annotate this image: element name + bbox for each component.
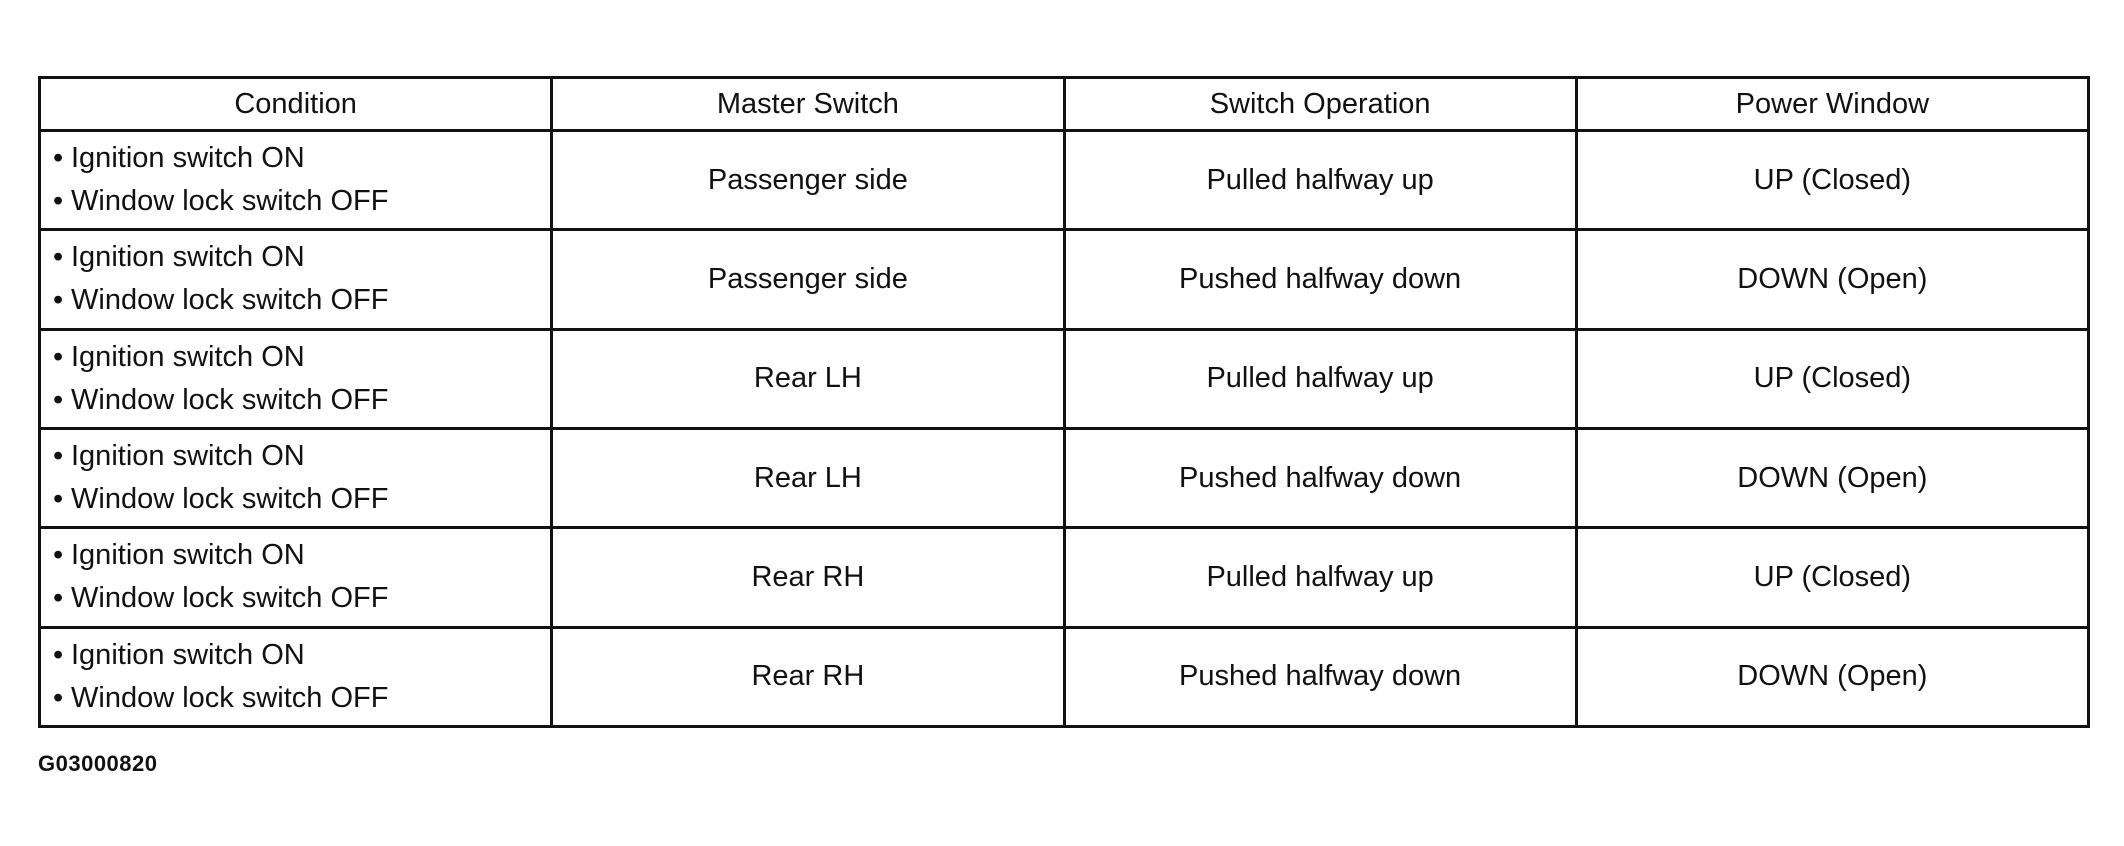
table-row bbox=[40, 131, 2089, 230]
master-switch-cell: Rear RH bbox=[552, 627, 1064, 726]
power-window-cell: DOWN (Open) bbox=[1576, 230, 2088, 329]
master-switch-cell: Rear LH bbox=[552, 428, 1064, 527]
condition-line bbox=[53, 336, 540, 379]
power-window-cell: UP (Closed) bbox=[1576, 329, 2088, 428]
header-power-window: Power Window bbox=[1576, 78, 2088, 131]
table-row bbox=[40, 627, 2089, 726]
condition-line bbox=[53, 577, 540, 620]
condition-line bbox=[53, 534, 540, 577]
bullet-icon: • bbox=[53, 483, 64, 516]
table-row bbox=[40, 428, 2089, 527]
master-switch-cell: Passenger side bbox=[552, 131, 1064, 230]
condition-text: Window lock switch OFF bbox=[71, 681, 389, 714]
bullet-icon: • bbox=[53, 284, 64, 317]
condition-text: Ignition switch ON bbox=[71, 539, 305, 572]
bullet-icon: • bbox=[53, 383, 64, 416]
header-switch-operation: Switch Operation bbox=[1064, 78, 1576, 131]
master-switch-cell: Rear RH bbox=[552, 528, 1064, 627]
master-switch-cell: Rear LH bbox=[552, 329, 1064, 428]
condition-cell bbox=[40, 627, 552, 726]
bullet-icon: • bbox=[53, 539, 64, 572]
table-row bbox=[40, 230, 2089, 329]
condition-text: Window lock switch OFF bbox=[71, 284, 389, 317]
bullet-icon: • bbox=[53, 440, 64, 473]
condition-cell bbox=[40, 428, 552, 527]
table-body bbox=[40, 131, 2089, 727]
table-header-row bbox=[40, 78, 2089, 131]
power-window-cell: DOWN (Open) bbox=[1576, 428, 2088, 527]
condition-line bbox=[53, 634, 540, 677]
power-window-cell: UP (Closed) bbox=[1576, 528, 2088, 627]
bullet-icon: • bbox=[53, 241, 64, 274]
condition-text: Ignition switch ON bbox=[71, 142, 305, 175]
bullet-icon: • bbox=[53, 638, 64, 671]
condition-line bbox=[53, 677, 540, 720]
header-master-switch: Master Switch bbox=[552, 78, 1064, 131]
switch-operation-cell: Pushed halfway down bbox=[1064, 428, 1576, 527]
condition-text: Window lock switch OFF bbox=[71, 185, 389, 218]
condition-text: Ignition switch ON bbox=[71, 340, 305, 373]
master-switch-cell: Passenger side bbox=[552, 230, 1064, 329]
switch-operation-cell: Pushed halfway down bbox=[1064, 230, 1576, 329]
condition-line bbox=[53, 435, 540, 478]
header-condition: Condition bbox=[40, 78, 552, 131]
condition-line bbox=[53, 180, 540, 223]
condition-text: Ignition switch ON bbox=[71, 638, 305, 671]
power-window-operation-table bbox=[38, 76, 2090, 728]
condition-text: Window lock switch OFF bbox=[71, 383, 389, 416]
condition-line bbox=[53, 236, 540, 279]
condition-line bbox=[53, 478, 540, 521]
condition-text: Window lock switch OFF bbox=[71, 483, 389, 516]
bullet-icon: • bbox=[53, 681, 64, 714]
switch-operation-cell: Pulled halfway up bbox=[1064, 329, 1576, 428]
bullet-icon: • bbox=[53, 185, 64, 218]
switch-operation-cell: Pulled halfway up bbox=[1064, 528, 1576, 627]
bullet-icon: • bbox=[53, 582, 64, 615]
figure-id: G03000820 bbox=[38, 751, 158, 776]
table-row bbox=[40, 528, 2089, 627]
switch-operation-cell: Pushed halfway down bbox=[1064, 627, 1576, 726]
condition-cell bbox=[40, 131, 552, 230]
condition-line bbox=[53, 379, 540, 422]
power-window-cell: DOWN (Open) bbox=[1576, 627, 2088, 726]
bullet-icon: • bbox=[53, 142, 64, 175]
condition-text: Window lock switch OFF bbox=[71, 582, 389, 615]
power-window-cell: UP (Closed) bbox=[1576, 131, 2088, 230]
condition-cell bbox=[40, 329, 552, 428]
condition-text: Ignition switch ON bbox=[71, 440, 305, 473]
condition-text: Ignition switch ON bbox=[71, 241, 305, 274]
bullet-icon: • bbox=[53, 340, 64, 373]
condition-cell bbox=[40, 528, 552, 627]
condition-line bbox=[53, 279, 540, 322]
condition-cell bbox=[40, 230, 552, 329]
condition-line bbox=[53, 137, 540, 180]
switch-operation-cell: Pulled halfway up bbox=[1064, 131, 1576, 230]
table-row bbox=[40, 329, 2089, 428]
